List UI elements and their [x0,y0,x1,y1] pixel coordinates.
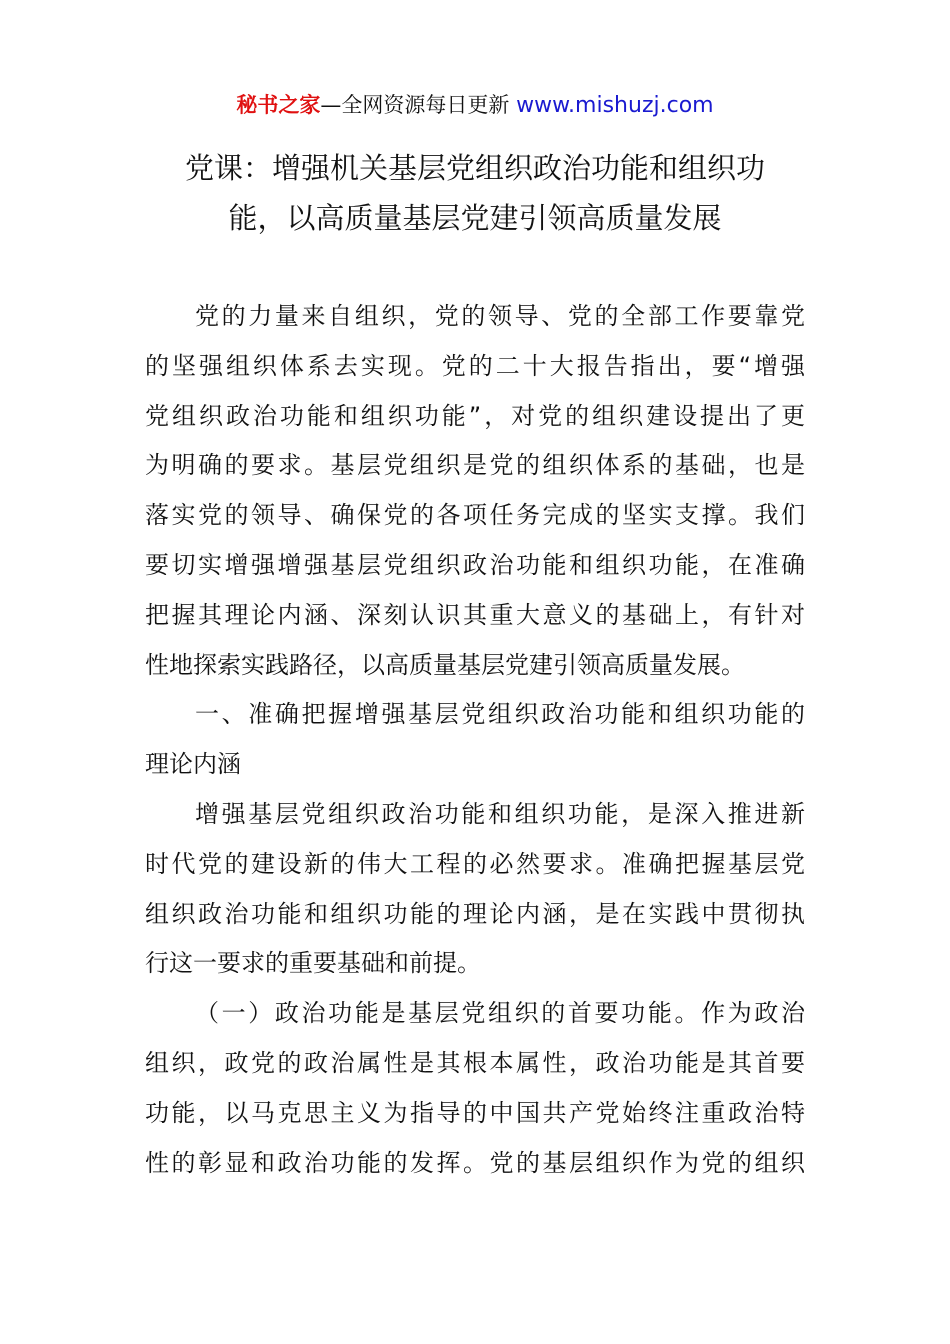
paragraph-line: 党组织政治功能和组织功能”，对党的组织建设提出了更 [145,401,805,430]
section-heading-line: 理论内涵 [145,750,241,779]
paragraph-line: 党的力量来自组织，党的领导、党的全部工作要靠党 [195,302,805,330]
paragraph-line: 要切实增强增强基层党组织政治功能和组织功能，在准确 [145,551,805,579]
paragraph-line: 性的彰显和政治功能的发挥。党的基层组织作为党的组织 [145,1148,805,1177]
paragraph-line: （一）政治功能是基层党组织的首要功能。作为政治 [195,999,805,1028]
paragraph-line: 落实党的领导、确保党的各项任务完成的坚实支撑。我们 [145,501,805,530]
paragraph-line: 把握其理论内涵、深刻认识其重大意义的基础上，有针对 [145,600,805,629]
paragraph-line: 的坚强组织体系去实现。党的二十大报告指出，要“增强 [145,351,805,380]
document-title-line-1: 党课：增强机关基层党组织政治功能和组织功 [184,151,765,185]
paragraph-line: 增强基层党组织政治功能和组织功能，是深入推进新 [195,800,805,828]
paragraph-line: 时代党的建设新的伟大工程的必然要求。准确把握基层党 [145,849,805,878]
paragraph-line: 组织，政党的政治属性是其根本属性，政治功能是其首要 [145,1049,805,1077]
document-title-line-2: 能，以高质量基层党建引领高质量发展 [228,201,722,235]
paragraph-line: 组织政治功能和组织功能的理论内涵，是在实践中贯彻执 [145,899,805,928]
header-slogan: —全网资源每日更新 [320,93,510,117]
paragraph-line: 为明确的要求。基层党组织是党的组织体系的基础，也是 [145,451,805,480]
section-heading-line: 一、准确把握增强基层党组织政治功能和组织功能的 [195,700,805,729]
paragraph-line: 性地探索实践路径，以高质量基层党建引领高质量发展。 [145,650,745,679]
paragraph-line: 行这一要求的重要基础和前提。 [145,949,481,978]
site-header [0,90,950,121]
site-url-link[interactable]: www.mishuzj.com [516,93,714,118]
paragraph-line: 功能，以马克思主义为指导的中国共产党始终注重政治特 [145,1098,805,1127]
brand-name: 秘书之家 [236,93,321,117]
